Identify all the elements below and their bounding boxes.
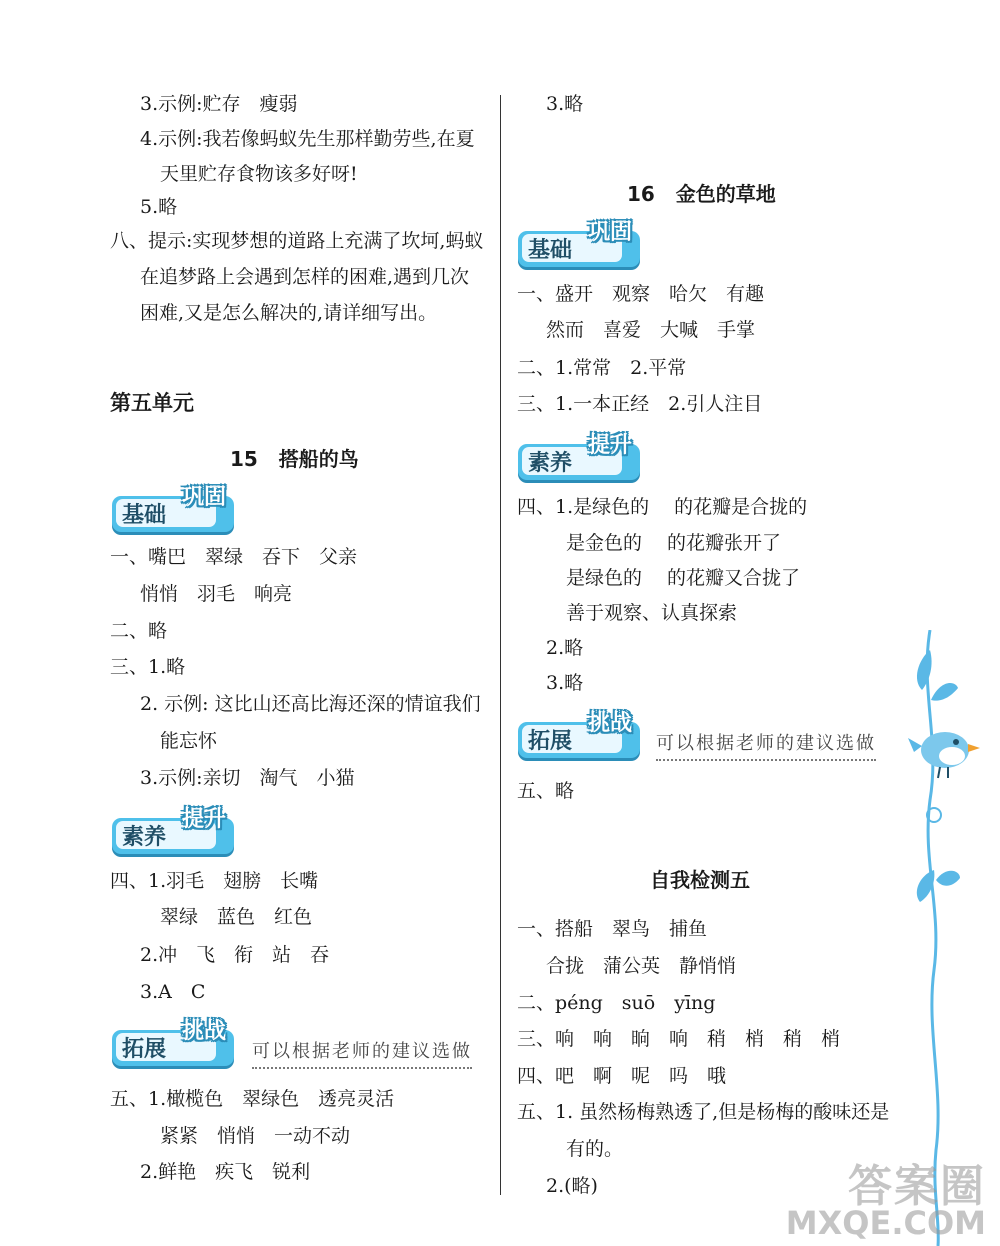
- answer-line: 二、péng suō yīng: [517, 992, 716, 1014]
- answer-line: 一、盛开 观察 哈欠 有趣: [517, 283, 765, 305]
- answer-line: 3.略: [546, 672, 584, 694]
- badge-label-main: 拓展: [528, 729, 573, 754]
- badge-label-accent: 提升: [588, 433, 633, 458]
- answer-line: 3.示例:贮存 瘦弱: [140, 93, 298, 115]
- answer-line: 悄悄 羽毛 响亮: [140, 583, 293, 605]
- badge-suyang-tisheng: [518, 428, 658, 486]
- watermark-url-text: MXQE.COM: [785, 1204, 986, 1242]
- badge-tuozhan-tiaozhan: [112, 1014, 252, 1072]
- lesson-number: 16: [627, 182, 655, 206]
- answer-line: 2.鲜艳 疾飞 锐利: [140, 1161, 311, 1183]
- watermark-logo-text: 答案圈: [848, 1161, 986, 1212]
- lesson-name: 搭船的鸟: [278, 447, 359, 471]
- badge-label-main: 拓展: [122, 1037, 167, 1062]
- answer-line: 三、1.略: [110, 656, 186, 678]
- answer-line: 二、略: [110, 620, 168, 642]
- answer-line: 三、响 响 晌 响 稍 梢 稍 梢: [517, 1028, 841, 1050]
- answer-line: 八、提示:实现梦想的道路上充满了坎坷,蚂蚁: [110, 230, 484, 252]
- lesson-title: [627, 178, 776, 207]
- answer-line: 五、略: [517, 780, 575, 802]
- answer-line: 5.略: [140, 196, 178, 218]
- answer-line: 2.冲 飞 衔 站 吞: [140, 944, 330, 966]
- answer-line: 有的。: [566, 1138, 624, 1160]
- lesson-number: 15: [230, 447, 258, 471]
- answer-line: 是金色的 的花瓣张开了: [566, 532, 782, 554]
- badge-label-accent: 巩固: [182, 485, 227, 510]
- answer-line: 四、吧 啊 呢 吗 哦: [517, 1065, 727, 1087]
- answer-line: 3.示例:亲切 淘气 小猫: [140, 767, 355, 789]
- answer-line: 三、1.一本正经 2.引人注目: [517, 393, 763, 415]
- test-title: 自我检测五: [650, 868, 750, 892]
- answer-line: 能忘怀: [160, 730, 218, 752]
- bird-icon: [908, 732, 980, 778]
- answer-line: 善于观察、认真探索: [566, 602, 738, 624]
- badge-label-accent: 挑战: [182, 1019, 227, 1044]
- badge-tuozhan-tiaozhan: [518, 706, 658, 764]
- answer-line: 困难,又是怎么解决的,请详细写出。: [140, 302, 438, 324]
- answer-line: 然而 喜爱 大喊 手掌: [546, 319, 756, 341]
- badge-label-accent: 提升: [182, 807, 227, 832]
- lesson-title: [230, 443, 359, 472]
- answer-line: 2.略: [546, 637, 584, 659]
- answer-line: 一、嘴巴 翠绿 吞下 父亲: [110, 546, 358, 568]
- answer-line: 四、1.羽毛 翅膀 长嘴: [110, 870, 319, 892]
- answer-line: 五、1. 虽然杨梅熟透了,但是杨梅的酸味还是: [517, 1101, 890, 1123]
- badge-jichu-gonggu: [112, 480, 252, 538]
- answer-line: 3.略: [546, 93, 584, 115]
- answer-line: 紧紧 悄悄 一动不动: [160, 1125, 351, 1147]
- lesson-name: 金色的草地: [675, 182, 776, 206]
- answer-line: 二、1.常常 2.平常: [517, 357, 687, 379]
- answer-line: 一、搭船 翠鸟 捕鱼: [517, 918, 708, 940]
- answer-line: 2. 示例: 这比山还高比海还深的情谊我们: [140, 693, 481, 715]
- leaf-icon: [936, 871, 960, 886]
- leaf-icon: [931, 683, 958, 701]
- column-divider: [500, 95, 501, 1195]
- badge-suyang-tisheng: [112, 802, 252, 860]
- answer-line: 天里贮存食物该多好呀!: [160, 163, 358, 185]
- answer-line: 3.A C: [140, 981, 206, 1003]
- badge-label-accent: 挑战: [588, 711, 633, 736]
- watermark: [785, 1150, 1000, 1246]
- answer-line: 2.(略): [546, 1175, 598, 1197]
- answer-line: 合拢 蒲公英 静悄悄: [546, 955, 737, 977]
- badge-label-main: 基础: [528, 238, 573, 263]
- leaf-icon: [917, 870, 935, 902]
- optional-note: 可以根据老师的建议选做: [252, 1037, 472, 1069]
- leaf-icon: [917, 650, 932, 690]
- answer-line: 翠绿 蓝色 红色: [160, 906, 313, 928]
- badge-label-accent: 巩固: [588, 220, 633, 245]
- badge-label-main: 基础: [122, 503, 167, 528]
- badge-label-main: 素养: [122, 825, 167, 850]
- answer-line: 在追梦路上会遇到怎样的困难,遇到几次: [140, 266, 470, 288]
- unit-title: 第五单元: [110, 391, 194, 415]
- optional-note: 可以根据老师的建议选做: [656, 729, 876, 761]
- answer-line: 是绿色的 的花瓣又合拢了: [566, 567, 801, 589]
- badge-jichu-gonggu: [518, 215, 658, 273]
- badge-label-main: 素养: [528, 451, 573, 476]
- answer-line: 4.示例:我若像蚂蚁先生那样勤劳些,在夏: [140, 128, 475, 150]
- answer-line: 四、1.是绿色的 的花瓣是合拢的: [517, 496, 808, 518]
- answer-line: 五、1.橄榄色 翠绿色 透亮灵活: [110, 1088, 395, 1110]
